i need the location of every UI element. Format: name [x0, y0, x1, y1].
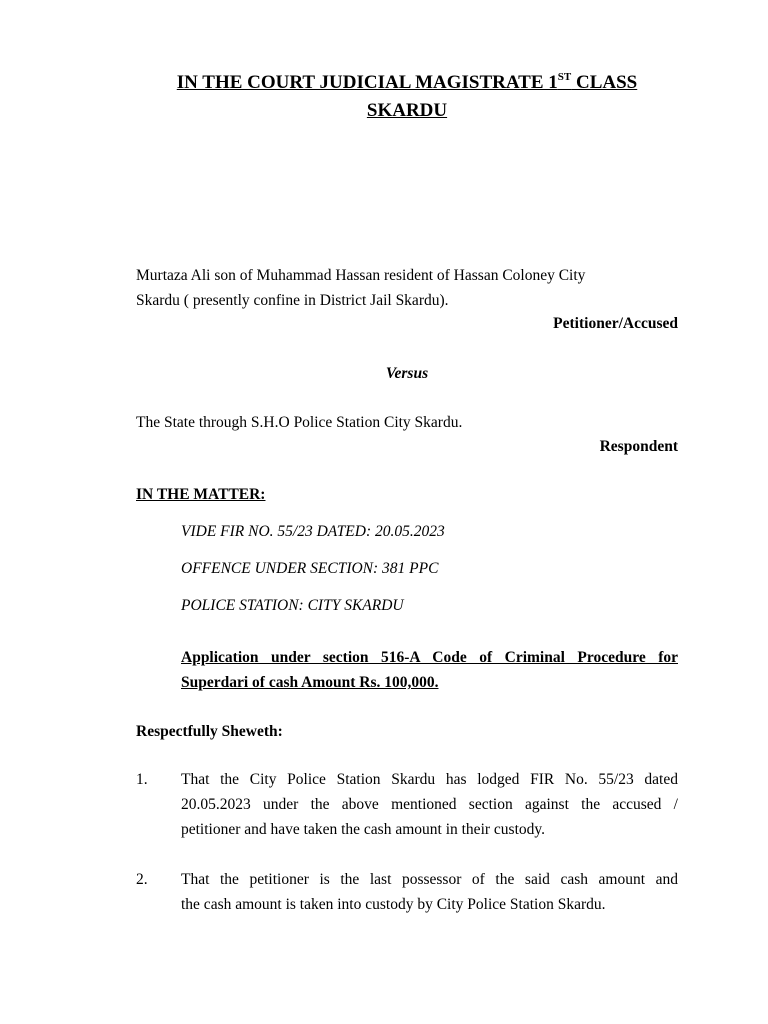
petitioner-line1: Murtaza Ali son of Muhammad Hassan resident of Hassan Coloney City — [136, 267, 586, 284]
salutation: Respectfully Sheweth: — [136, 723, 283, 740]
respondent-role: Respondent — [599, 438, 678, 455]
matter-fir: VIDE FIR NO. 55/23 DATED: 20.05.2023 — [181, 523, 445, 540]
matter-heading: IN THE MATTER: — [136, 486, 266, 503]
paragraph-line: That the City Police Station Skardu has lodged FIR No. 55/23 dated — [181, 771, 678, 788]
petitioner-role: Petitioner/Accused — [553, 315, 678, 332]
paragraph-line: That the petitioner is the last possessor of the said cash amount and — [181, 871, 678, 888]
respondent-line: The State through S.H.O Police Station City Skardu. — [136, 414, 463, 431]
paragraph-line: 20.05.2023 under the above mentioned section against the accused / — [181, 796, 678, 813]
court-heading-line1 — [0, 72, 768, 94]
application-title-line2: Superdari of cash Amount Rs. 100,000. — [181, 674, 439, 691]
application-title-line1: Application under section 516-A Code of Criminal Procedure for — [181, 649, 678, 666]
versus-label: Versus — [385, 365, 429, 382]
court-heading-superscript: ST — [557, 71, 572, 83]
court-heading-text: IN THE COURT JUDICIAL MAGISTRATE 1 — [176, 72, 558, 93]
paragraph-line: the cash amount is taken into custody by City Police Station Skardu. — [181, 896, 606, 913]
petitioner-line2: Skardu ( presently confine in District Jail Skardu). — [136, 292, 449, 309]
matter-offence: OFFENCE UNDER SECTION: 381 PPC — [181, 560, 439, 577]
court-heading-suffix: CLASS — [571, 72, 638, 93]
paragraph-line: petitioner and have taken the cash amount in their custody. — [181, 821, 545, 838]
matter-station: POLICE STATION: CITY SKARDU — [181, 597, 404, 614]
paragraph-number: 1. — [136, 771, 148, 788]
court-heading-line2: SKARDU — [366, 100, 448, 121]
paragraph-number: 2. — [136, 871, 148, 888]
